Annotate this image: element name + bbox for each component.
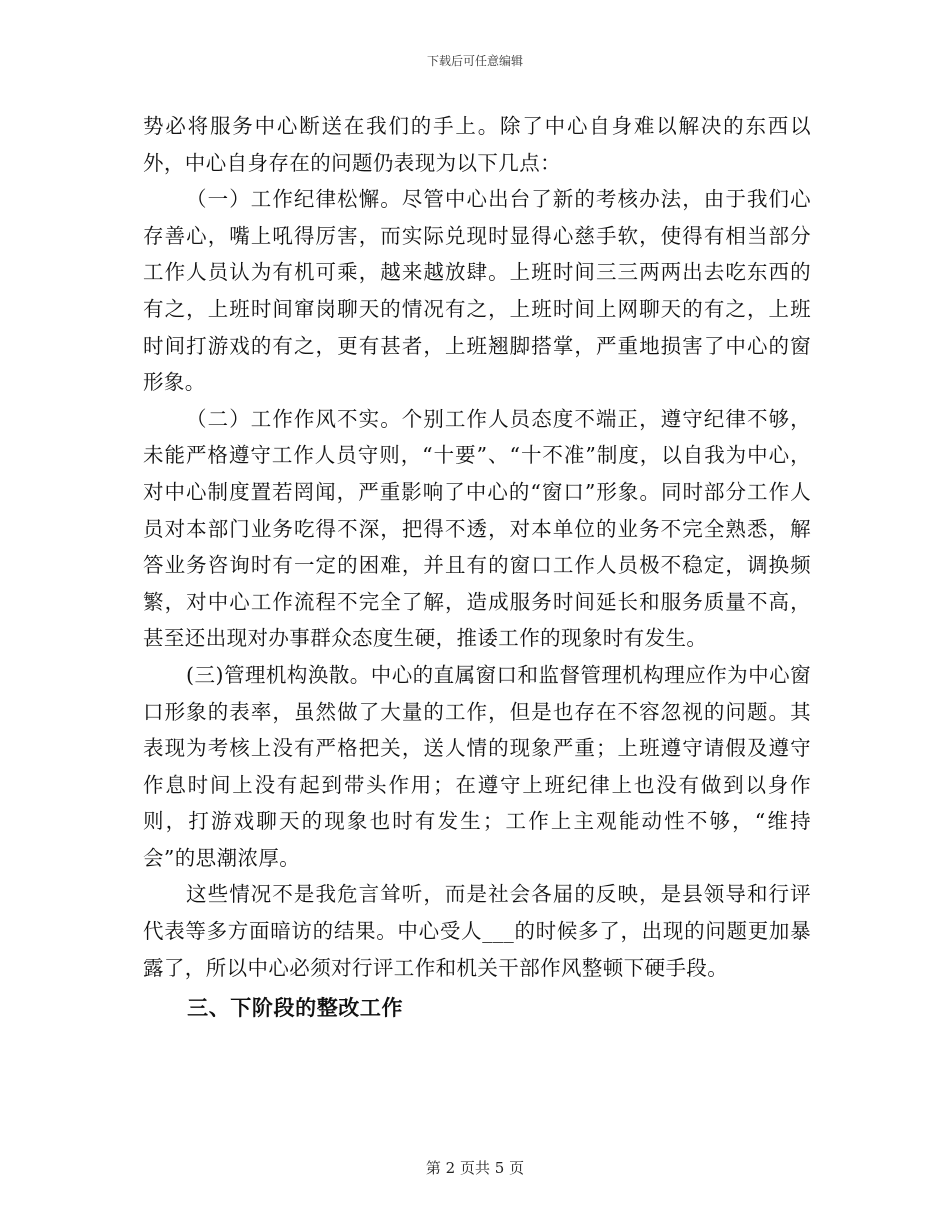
page-number-footer: 第 2 页共 5 页 bbox=[425, 1159, 525, 1177]
document-body bbox=[143, 108, 811, 1026]
paragraph-summary: 这些情况不是我危言耸听，而是社会各届的反映，是县领导和行评代表等多方面暗访的结果。中心受人___的时候多了，出现的问题更加暴露了，所以中心必须对行评工作和机关干部作风整顿下硬手段。 bbox=[143, 882, 811, 980]
paragraph-management: (三)管理机构涣散。中心的直属窗口和监督管理机构理应作为中心窗口形象的表率，虽然做了大量的工作，但是也存在不容忽视的问题。其表现为考核上没有严格把关，送人情的现象严重；上班遵守请假及遵守作息时间上没有起到带头作用；在遵守上班纪律上也没有做到以身作则，打游戏聊天的现象也时有发生；工作上主观能动性不够，“维持会”的思潮浓厚。 bbox=[143, 662, 811, 870]
paragraph-work-discipline: （一）工作纪律松懈。尽管中心出台了新的考核办法，由于我们心存善心，嘴上吼得厉害，而实际兑现时显得心慈手软，使得有相当部分工作人员认为有机可乘，越来越放肆。上班时间三三两两出去吃东西的有之，上班时间窜岗聊天的情况有之，上班时间上网聊天的有之，上班时间打游戏的有之，更有甚者，上班翘脚搭掌，严重地损害了中心的窗形象。 bbox=[143, 187, 811, 395]
paragraph-continuation: 势必将服务中心断送在我们的手上。除了中心自身难以解决的东西以外，中心自身存在的问题仍表现为以下几点： bbox=[143, 114, 811, 175]
section-heading: 三、下阶段的整改工作 bbox=[187, 996, 404, 1021]
paragraph-work-style: （二）工作作风不实。个别工作人员态度不端正，遵守纪律不够，未能严格遵守工作人员守则，“十要”、“十不准”制度，以自我为中心，对中心制度置若罔闻，严重影响了中心的“窗口”形象。同时部分工作人员对本部门业务吃得不深，把得不透，对本单位的业务不完全熟悉，解答业务咨询时有一定的困难，并且有的窗口工作人员极不稳定，调换频繁，对中心工作流程不完全了解，造成服务时间延长和服务质量不高，甚至还出现对办事群众态度生硬，推诿工作的现象时有发生。 bbox=[143, 406, 811, 651]
page-header: 下载后可任意编辑 bbox=[426, 54, 523, 68]
